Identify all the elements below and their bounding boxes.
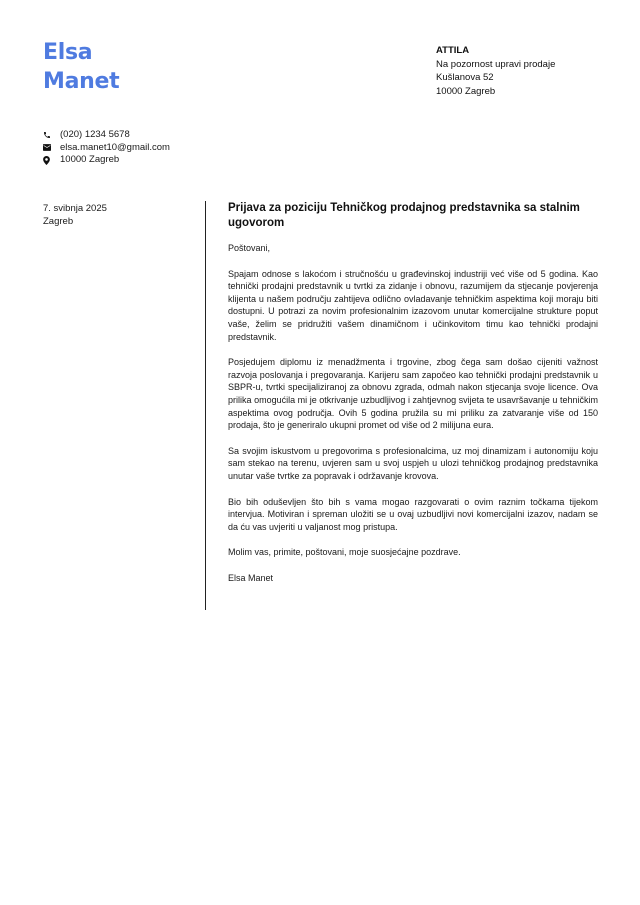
phone-text[interactable]: (020) 1234 5678 bbox=[60, 129, 130, 140]
sender-last-name: Manet bbox=[43, 69, 120, 94]
paragraph-4: Bio bih oduševljen što bih s vama mogao razgovarati o ovim raznim točkama tijekom intervjua. Motiviran i spreman uložiti se u ovaj uzbudljivi novi komercijalni izazov, nadam se da ću vas uvjeriti u valjanost mog pristupa. bbox=[228, 496, 598, 532]
closing-line: Molim vas, primite, poštovani, moje suosjećajne pozdrave. bbox=[228, 547, 461, 558]
phone-icon bbox=[43, 131, 60, 139]
paragraph-1: Spajam odnose s lakoćom i stručnošću u građevinskoj industriji već više od 5 godina. Kao tehnički prodajni predstavnik u tvrtki za zidanje i obnovu, razumijem da stjecanje povjerenja klijenta u našem području zahtijeva odlično ovladavanje tehničkim aspektima koji moraju biti dostupni. U potrazi za novim profesionalnim izazovom unutar komercijalne strukture poput vaše, želim se pridružiti vašem dinamičnom i učinkovitom timu kao tehnički prodajni predstavnik. bbox=[228, 268, 598, 342]
vertical-divider bbox=[205, 201, 206, 610]
sender-name bbox=[43, 38, 119, 96]
contact-address bbox=[43, 154, 170, 167]
recipient-block bbox=[436, 44, 555, 98]
salutation: Poštovani, bbox=[228, 243, 271, 253]
location-pin-icon bbox=[43, 156, 60, 165]
recipient-attention: Na pozornost upravi prodaje bbox=[436, 58, 556, 70]
paragraph-3: Sa svojim iskustvom u pregovorima s profesionalcima, uz moj dinamizam i autonomiju koju sam stekao na terenu, uvjeren sam u svoj uspjeh u ulozi tehničkog prodajnog predstavnika unutar vaše tvrtke za popravak i održavanje krovova. bbox=[228, 445, 598, 481]
recipient-city: 10000 Zagreb bbox=[436, 85, 496, 97]
mail-icon bbox=[43, 144, 60, 151]
letter-subject: Prijava za poziciju Tehničkog prodajnog predstavnika sa stalnim ugovorom bbox=[228, 202, 580, 229]
sender-first-name: Elsa bbox=[43, 40, 93, 65]
letter-place: Zagreb bbox=[43, 216, 74, 227]
contact-email bbox=[43, 142, 170, 155]
letter-body bbox=[228, 201, 598, 597]
email-text[interactable]: elsa.manet10@gmail.com bbox=[60, 141, 170, 153]
contact-block bbox=[43, 129, 170, 167]
contact-phone bbox=[43, 129, 170, 142]
letter-date: 7. svibnja 2025 bbox=[43, 203, 107, 214]
paragraph-2: Posjedujem diplomu iz menadžmenta i trgovine, zbog čega sam došao cijeniti važnost razvoja poslovanja i pregovaranja. Karijeru sam započeo kao tehnički prodajni predstavnik u SBPR-u, tvrtki specijaliziranoj za obnovu zgrada, odmah nakon stjecanja svoje licence. Ova prilika omogućila mi je otkrivanje uzbudljivog i zahtjevnog svijeta te usavršavanje u tehničkim aspektima ovog područja. Ovih 5 godina pružila su mi priliku za zatvaranje više od 150 prodaja, što je generiralo ukupni promet od više od 2 milijuna eura. bbox=[228, 357, 598, 431]
recipient-street: Kušlanova 52 bbox=[436, 72, 494, 83]
recipient-company: ATTILA bbox=[436, 45, 470, 56]
date-place-block bbox=[43, 202, 107, 228]
signature: Elsa Manet bbox=[228, 572, 274, 583]
address-text: 10000 Zagreb bbox=[60, 154, 120, 165]
